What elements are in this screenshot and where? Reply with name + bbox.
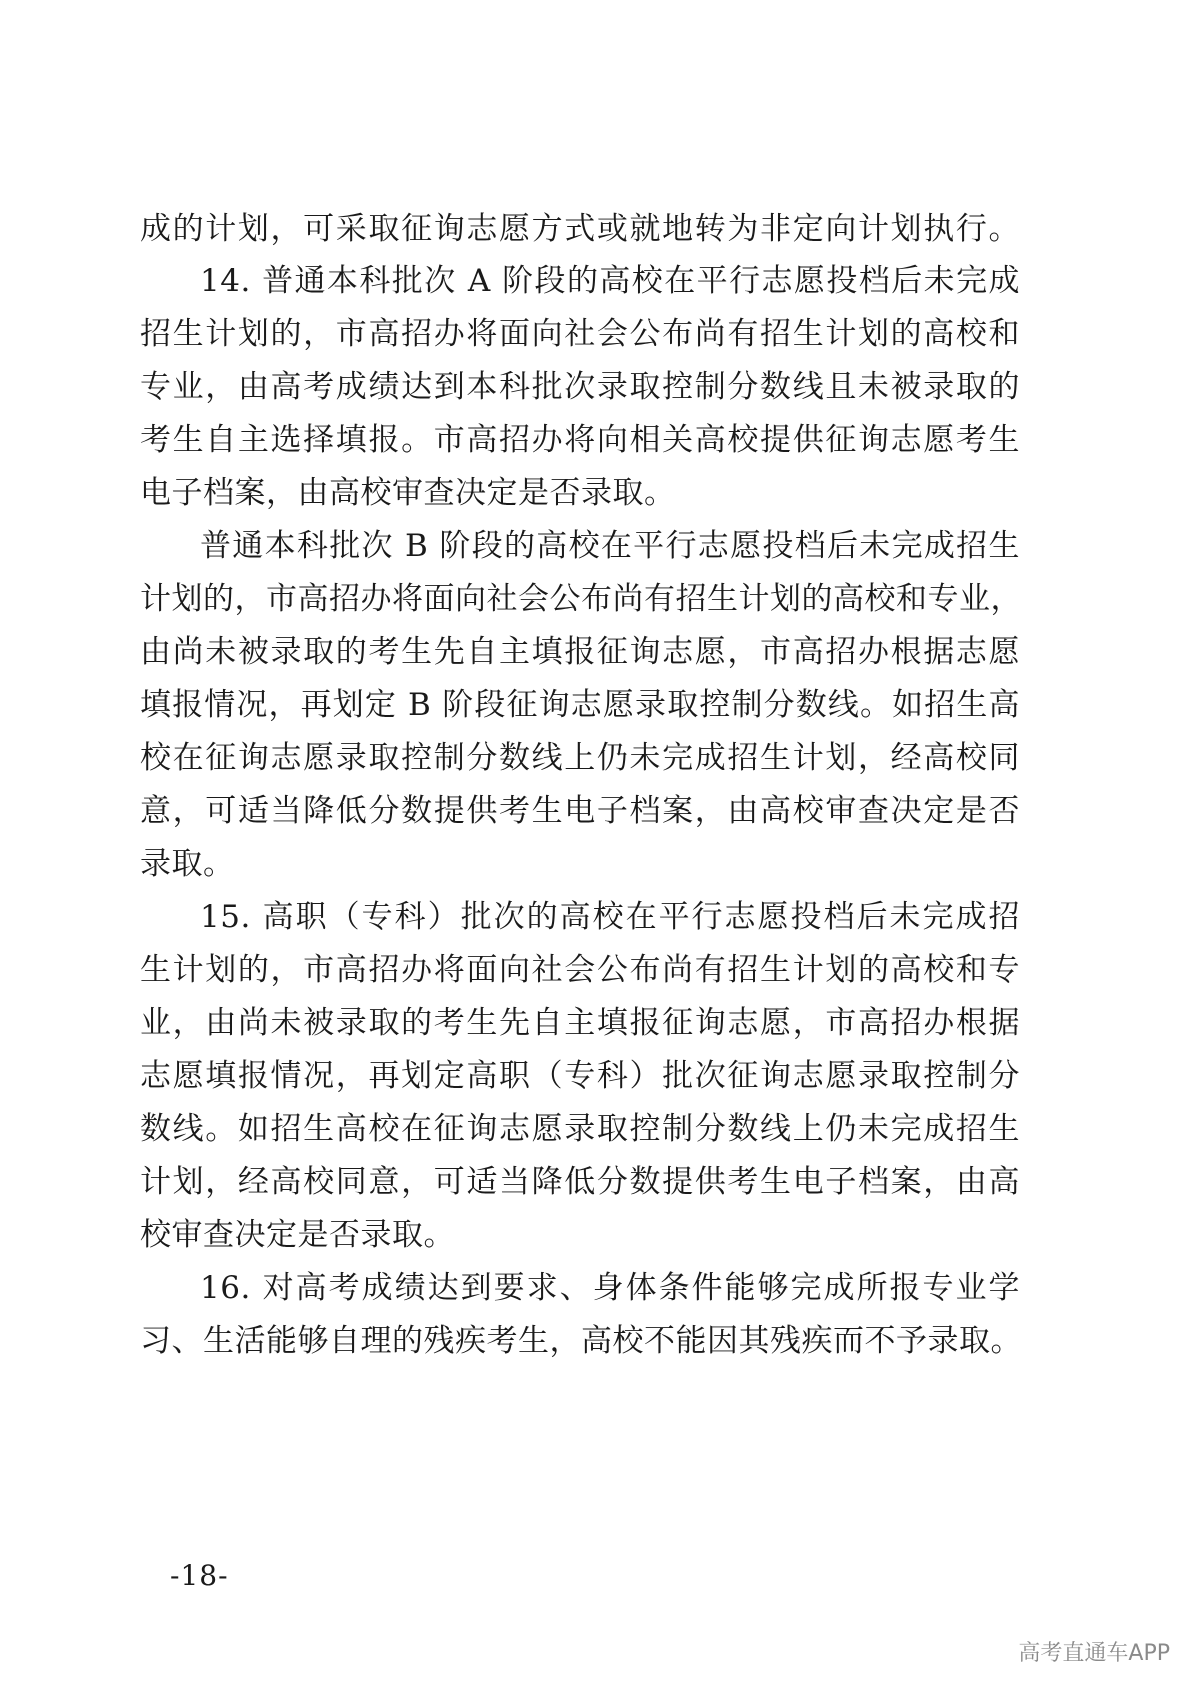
text-line: 15. 高职（专科）批次的高校在平行志愿投档后未完成招 <box>200 899 1020 935</box>
text-line: 计划的，市高招办将面向社会公布尚有招生计划的高校和专业， <box>140 581 1022 617</box>
text-line: 14. 普通本科批次 A 阶段的高校在平行志愿投档后未完成 <box>200 263 1020 299</box>
watermark: 高考直通车APP <box>1018 1641 1170 1666</box>
text-line: 填报情况，再划定 B 阶段征询志愿录取控制分数线。如招生高 <box>140 687 1020 723</box>
text-line: 招生计划的，市高招办将面向社会公布尚有招生计划的高校和 <box>140 316 1020 352</box>
text-line: 业，由尚未被录取的考生先自主填报征询志愿，市高招办根据 <box>140 1005 1020 1041</box>
text-line: 志愿填报情况，再划定高职（专科）批次征询志愿录取控制分 <box>140 1058 1020 1094</box>
text-line: 普通本科批次 B 阶段的高校在平行志愿投档后未完成招生 <box>200 528 1020 564</box>
text-line: 数线。如招生高校在征询志愿录取控制分数线上仍未完成招生 <box>140 1111 1020 1147</box>
text-line: 由尚未被录取的考生先自主填报征询志愿，市高招办根据志愿 <box>140 634 1020 670</box>
text-line: 考生自主选择填报。市高招办将向相关高校提供征询志愿考生 <box>140 422 1020 458</box>
text-line: 习、生活能够自理的残疾考生，高校不能因其残疾而不予录取。 <box>140 1323 1022 1359</box>
text-line: 成的计划，可采取征询志愿方式或就地转为非定向计划执行。 <box>140 211 1020 247</box>
text-line: 生计划的，市高招办将面向社会公布尚有招生计划的高校和专 <box>140 952 1020 988</box>
text-line: 校审查决定是否录取。 <box>140 1217 455 1253</box>
text-line: 校在征询志愿录取控制分数线上仍未完成招生计划，经高校同 <box>140 740 1020 776</box>
text-line: 电子档案，由高校审查决定是否录取。 <box>140 475 676 511</box>
text-line: 录取。 <box>140 846 235 882</box>
page-number: -18- <box>170 1559 229 1592</box>
text-line: 16. 对高考成绩达到要求、身体条件能够完成所报专业学 <box>200 1270 1020 1306</box>
text-line: 专业，由高考成绩达到本科批次录取控制分数线且未被录取的 <box>140 369 1020 405</box>
text-line: 计划，经高校同意，可适当降低分数提供考生电子档案，由高 <box>140 1164 1020 1200</box>
text-line: 意，可适当降低分数提供考生电子档案，由高校审查决定是否 <box>140 793 1020 829</box>
